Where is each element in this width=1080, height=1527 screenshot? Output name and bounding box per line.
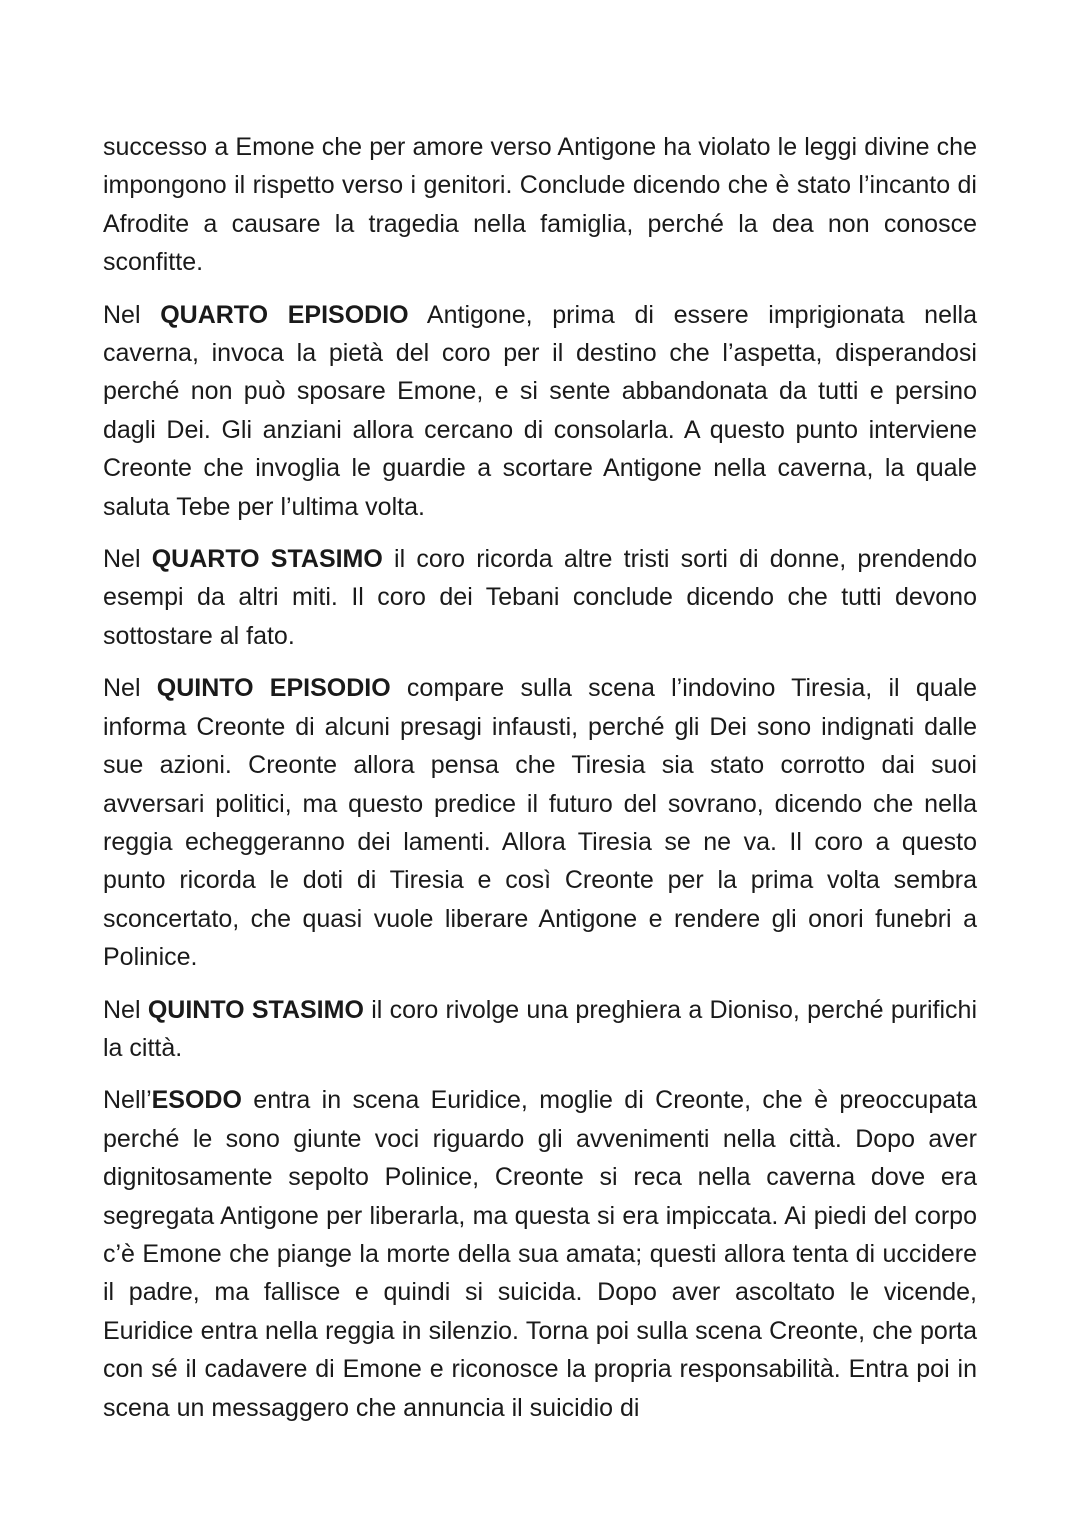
paragraph-quarto-stasimo [103, 540, 977, 655]
paragraph-text: il coro rivolge una preghiera a Dioniso, perché purifichi la città. [103, 995, 978, 1062]
paragraph-lead: Nel [103, 674, 157, 703]
paragraph-lead: Nel [103, 300, 161, 329]
paragraph-esodo [103, 1081, 977, 1427]
section-heading: ESODO [151, 1086, 242, 1115]
section-heading: QUINTO EPISODIO [156, 674, 391, 703]
paragraph-quinto-episodio [103, 669, 977, 976]
paragraph-intro [103, 128, 977, 282]
paragraph-lead: Nel [103, 995, 148, 1024]
paragraph-quarto-episodio [103, 296, 977, 526]
paragraph-quinto-stasimo [103, 991, 977, 1068]
document-page [103, 128, 977, 1441]
paragraph-lead: Nell’ [103, 1086, 152, 1115]
section-heading: QUINTO STASIMO [147, 995, 364, 1024]
paragraph-text: successo a Emone che per amore verso Antigone ha violato le leggi divine che impongono il rispetto verso i genitori. Conclude dicendo che è stato l’incanto di Afrodite a causare la tragedia nella famiglia, perché la dea non conosce sconfitte. [103, 133, 977, 277]
paragraph-text: compare sulla scena l’indovino Tiresia, il quale informa Creonte di alcuni presagi infausti, perché gli Dei sono indignati dalle sue azioni. Creonte allora pensa che Tiresia sia stato corrotto dai suoi avversari politici, ma questo predice il futuro del sovrano, dicendo che nella reggia echeggeranno dei lamenti. Allora Tiresia se ne va. Il coro a questo punto ricorda le doti di Tiresia e così Creonte per la prima volta sembra sconcertato, che quasi vuole liberare Antigone e rendere gli onori funebri a Polinice. [103, 674, 977, 972]
section-heading: QUARTO EPISODIO [160, 300, 409, 329]
paragraph-text: entra in scena Euridice, moglie di Creonte, che è preoccupata perché le sono giunte voci riguardo gli avvenimenti nella città. Dopo aver dignitosamente sepolto Polinice, Creonte si reca nella caverna dove era segregata Antigone per liberarla, ma questa si era impiccata. Ai piedi del corpo c’è Emone che piange la morte della sua amata; questi allora tenta di uccidere il padre, ma fallisce e quindi si suicida. Dopo aver ascoltato le vicende, Euridice entra nella reggia in silenzio. Torna poi sulla scena Creonte, che porta con sé il cadavere di Emone e riconosce la propria responsabilità. Entra poi in scena un messaggero che annuncia il suicidio di [103, 1086, 977, 1422]
section-heading: QUARTO STASIMO [151, 545, 383, 574]
paragraph-text: il coro ricorda altre tristi sorti di donne, prendendo esempi da altri miti. Il coro dei Tebani conclude dicendo che tutti devono sottostare al fato. [103, 545, 977, 650]
paragraph-text: Antigone, prima di essere imprigionata nella caverna, invoca la pietà del coro per il destino che l’aspetta, disperandosi perché non può sposare Emone, e si sente abbandonata da tutti e persino dagli Dei. Gli anziani allora cercano di consolarla. A questo punto interviene Creonte che invoglia le guardie a scortare Antigone nella caverna, la quale saluta Tebe per l’ultima volta. [103, 300, 977, 521]
paragraph-lead: Nel [103, 545, 152, 574]
